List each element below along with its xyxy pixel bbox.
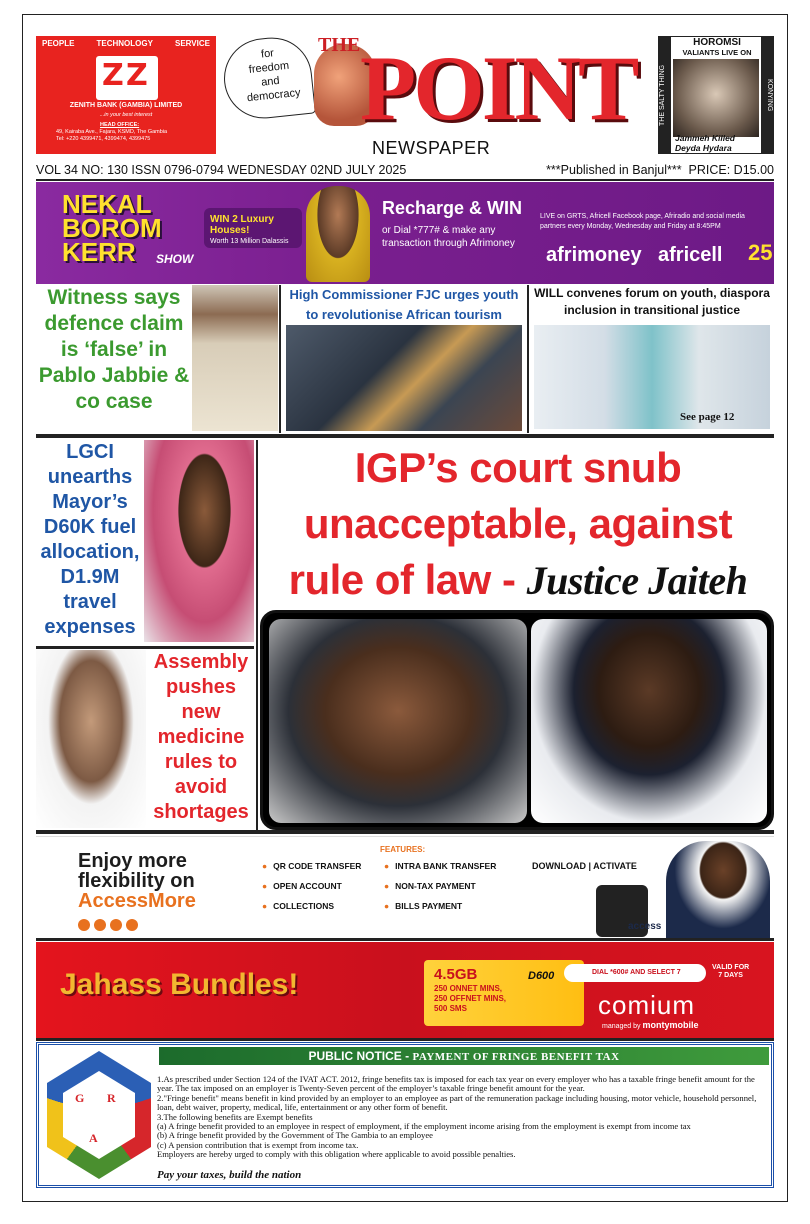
comium-ad[interactable] [36, 942, 774, 1038]
story-headline: LGCI unearths Mayor’s D60K fuel allocation, D1.9M travel expenses [40, 441, 140, 638]
story-photo [192, 285, 278, 431]
notice-paragraph: 1.As prescribed under Section 124 of the IVAT ACT. 2012, fringe benefits tax is imposed for each tax year on every employer who has a taxable fringe benefit amount for the year. The tax imposed on an employer is Twenty-Seven percent of the employer’s taxable fringe benefit amount for the year. [157, 1074, 755, 1094]
main-headline[interactable] [262, 440, 774, 608]
story-photo [534, 325, 770, 429]
story-photo [144, 440, 254, 642]
justice-photo [269, 619, 527, 823]
bundle-price: D600 [528, 970, 555, 982]
managed-by [602, 1020, 699, 1030]
afrimoney-logo: afrimoney [546, 244, 642, 266]
freedom-slogan: for freedom and democracy [246, 47, 302, 105]
notice-slogan: Pay your taxes, build the nation [157, 1169, 302, 1181]
divider [36, 938, 774, 941]
download-activate: DOWNLOAD | ACTIVATE [532, 861, 637, 871]
notice-title-text: PUBLIC NOTICE - [308, 1049, 410, 1063]
public-notice [36, 1042, 774, 1188]
zenith-office-label: HEAD OFFICE: [100, 122, 140, 128]
show-word: SHOW [156, 252, 194, 266]
show-line: NEKAL [62, 189, 152, 219]
afrimoney-banner-ad[interactable] [36, 182, 774, 284]
notice-title [159, 1047, 769, 1065]
notice-subtitle: PAYMENT OF FRINGE BENEFIT TAX [412, 1051, 620, 1063]
feature-item: ● COLLECTIONS [262, 901, 384, 911]
notice-paragraph: Employers are hereby urged to comply with this obligation where applicable to avoid possible penalties. [157, 1149, 516, 1160]
jahass-bundles-title: Jahass Bundles! [60, 968, 299, 1001]
dial-text: or Dial *777# & make any transaction through Afrimoney [382, 225, 515, 249]
notice-paragraph: 3.The following benefits are Exempt benefits [157, 1111, 313, 1122]
story-assembly[interactable] [36, 650, 254, 830]
divider [36, 646, 254, 649]
instagram-icon [110, 919, 122, 931]
zenith-logo-icon: Z Z [96, 56, 158, 100]
story-will-forum[interactable] [530, 285, 774, 433]
validity-line: 7 DAYS [718, 972, 743, 979]
accessmore-brand: AccessMore [78, 890, 196, 912]
x-icon [78, 919, 90, 931]
africell-25-years: 25 [748, 240, 773, 265]
facebook-icon [94, 919, 106, 931]
gra-logo-letter: A [89, 1131, 98, 1145]
salty-header: HOROMSI [693, 37, 741, 48]
zenith-nav [36, 36, 216, 51]
feature-item: ● INTRA BANK TRANSFER [384, 861, 536, 871]
igp-photo [531, 619, 767, 823]
dial-code: DIAL *600# AND SELECT 7 [564, 964, 706, 982]
gra-logo-letter: R [107, 1091, 116, 1105]
salty-caption-line2: Deyda Hydara [675, 143, 732, 153]
masthead-the: THE [318, 34, 361, 56]
zenith-nav-item: PEOPLE [42, 39, 75, 48]
divider [36, 1038, 774, 1041]
main-headline-text: IGP’s court snub unacceptable, against rule of law - [288, 444, 733, 603]
story-lgci[interactable] [36, 440, 254, 646]
divider [36, 179, 774, 181]
story-witness[interactable] [36, 285, 278, 433]
notice-body [157, 1075, 769, 1160]
accessmore-tagline [78, 851, 196, 911]
bundle-line: 250 OFFNET MINS, [434, 994, 507, 1003]
feature-item: ● BILLS PAYMENT [384, 901, 536, 911]
zenith-bank-name: ZENITH BANK (GAMBIA) LIMITED [69, 102, 183, 109]
feature-item: ● QR CODE TRANSFER [262, 861, 384, 871]
salty-side-right: KONYING [761, 37, 773, 153]
features-label: FEATURES: [380, 845, 426, 854]
bundle-line: 500 SMS [434, 1004, 467, 1013]
issue-info: VOL 34 NO: 130 ISSN 0796-0794 WEDNESDAY 02ND JULY 2025 [36, 163, 407, 177]
bundle-offer-box [424, 960, 584, 1026]
win-sub: Worth 13 Million Dalassis [210, 238, 289, 245]
salty-thing-box [658, 36, 774, 154]
africell-logo: africell [658, 244, 723, 266]
win-title: WIN 2 Luxury Houses! [210, 214, 274, 236]
divider [36, 434, 774, 438]
divider [36, 830, 774, 834]
zenith-tagline: ...in your best interest [99, 112, 153, 118]
access-bank-logo: access [628, 921, 662, 932]
zenith-phone: Tel: +220 4399471, 4399474, 4399475 [56, 136, 151, 142]
recharge-win: Recharge & WIN [382, 198, 523, 218]
masthead-title: POINT [360, 37, 637, 139]
tagline-line: Enjoy more [78, 850, 187, 872]
zenith-bank-ad[interactable] [36, 36, 216, 154]
show-line: BOROM [62, 213, 162, 243]
zenith-nav-item: TECHNOLOGY [96, 39, 153, 48]
story-headline: Assembly pushes new medicine rules to avoid shortages [153, 651, 249, 823]
divider [527, 285, 529, 433]
salty-side-left: THE SALTY THING [659, 37, 671, 153]
published-in: ***Published in Banjul*** [546, 163, 682, 177]
nekal-borom-kerr-title [62, 189, 162, 267]
feature-item: ● NON-TAX PAYMENT [384, 881, 536, 891]
notice-paragraph: 2."Fringe benefit" means benefit in kind provided by an employer to an employee as part of the remuneration package including housing, motor vehicle, household personnel, loan, debt waiver, property, medical, life, entertainment or any other form of benefit. [157, 1092, 757, 1113]
issue-info-bar [36, 163, 774, 177]
notice-paragraph: (c) A pension contribution that is exempt from income tax. [157, 1139, 359, 1150]
divider [279, 285, 281, 433]
gra-logo-icon [41, 1047, 157, 1183]
ad-model-photo [666, 841, 770, 939]
story-headline: WILL convenes forum on youth, diaspora inclusion in transitional justice [534, 286, 770, 317]
bundle-details [434, 984, 506, 1014]
story-high-commissioner[interactable] [282, 285, 526, 433]
ad-model-photo [306, 186, 370, 282]
salty-caption [675, 133, 735, 153]
bundle-line: 250 ONNET MINS, [434, 984, 503, 993]
accessmore-ad[interactable] [36, 836, 774, 940]
story-headline: High Commissioner FJC urges youth to revolutionise African tourism [289, 287, 519, 322]
show-line: KERR [62, 237, 136, 267]
features-list [262, 861, 536, 911]
notice-paragraph: (b) A fringe benefit provided by the Government of The Gambia to an employee [157, 1130, 433, 1141]
see-page-link[interactable]: See page 12 [680, 411, 735, 423]
main-story-photos [260, 610, 774, 830]
gra-logo-letter: G [75, 1091, 85, 1105]
feature-item: ● OPEN ACCOUNT [262, 881, 384, 891]
managed-brand: montymobile [642, 1020, 699, 1030]
story-photo [286, 325, 522, 431]
linkedin-icon [126, 919, 138, 931]
issue-price: PRICE: D15.00 [688, 163, 774, 177]
tagline-line: flexibility on [78, 870, 195, 892]
managed-label: managed by [602, 1023, 641, 1030]
masthead-subtitle: NEWSPAPER [372, 138, 491, 158]
divider [256, 440, 258, 830]
live-text: LIVE on GRTS, Africell Facebook page, Afriradio and social media partners every Monday, Wednesday and Friday at 8:45PM [540, 213, 745, 230]
zenith-address [56, 122, 167, 143]
win-houses-box [204, 208, 302, 248]
story-headline: Witness says defence claim is ‘false’ in Pablo Jabbie & co case [38, 286, 190, 413]
comium-logo: comium [598, 990, 696, 1020]
zenith-address-text: 49, Kairaba Ave., Fajara, KSMD, The Gambia [56, 129, 168, 135]
zenith-nav-item: SERVICE [175, 39, 210, 48]
validity [712, 964, 749, 980]
social-icons [78, 919, 138, 931]
main-headline-attribution: Justice Jaiteh [526, 558, 748, 603]
bundle-data: 4.5GB [434, 966, 478, 983]
salty-caption-line1: Jammeh Killed [675, 133, 735, 143]
validity-line: VALID FOR [712, 964, 750, 971]
salty-subheader: VALIANTS LIVE ON [682, 48, 752, 57]
notice-paragraph: (a) A fringe benefit provided to an employee in respect of employment, if the employment income arising from the employment is exempt from income tax [157, 1121, 691, 1132]
deyda-hydara-photo [673, 59, 759, 137]
story-photo [36, 650, 146, 828]
